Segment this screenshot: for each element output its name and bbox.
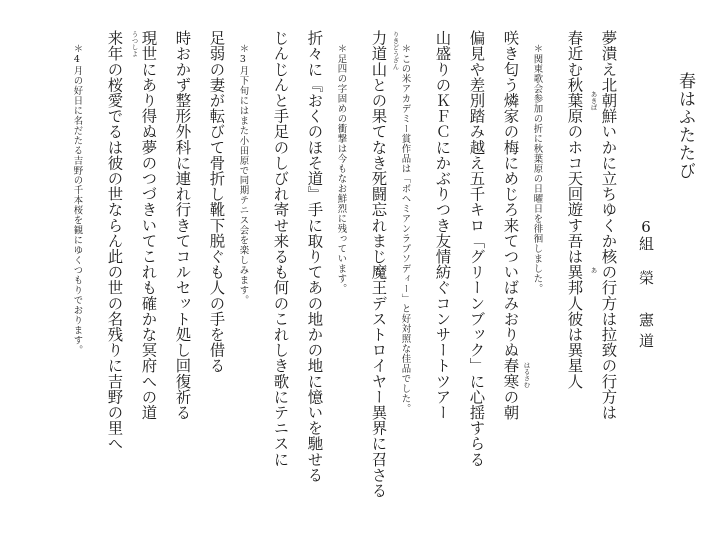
page-title: 春はふたたび <box>675 72 695 180</box>
ruby-rikidouzan: りきどうざん <box>391 31 400 70</box>
poem-note: ＊関東歌会参加の折に秋葉原の日曜日を徘徊しました。 <box>531 44 543 294</box>
class-label: 6組 <box>637 218 655 251</box>
poem-note: ＊この米アカデミー賞作品は「ボヘミアンラプソディー」と好対照な佳品でした。 <box>399 44 411 414</box>
poem-line: 時おかず整形外科に連れ行きてコルセット処し回復祈る <box>173 30 192 420</box>
poem-line: 春近む秋葉原のホコ天回遊す吾は異邦人彼は異星人 <box>565 30 584 389</box>
poem-note: ＊3月下旬にはまた小田原で同期テニス会を楽しみます。 <box>237 44 249 306</box>
poem-line: 山盛りのＫＦＣにかぶりつき友情紡ぐコンサートツアー <box>433 30 452 420</box>
ruby-harusamu: はるさむ <box>522 362 531 388</box>
poem-line: 偏見や差別踏み越え五千キロ「グリーンブック」に心揺すらる <box>467 30 486 467</box>
ruby-utsushiyo: うつしよ <box>130 31 139 57</box>
poem-line: 咲き匂う燐家の梅にめじろ来てついばみおりぬ春寒の朝 <box>501 30 520 420</box>
poem-note: ＊4月の好日に名だたる吉野の千本桜を観にゆくつもりでおります。 <box>71 44 83 356</box>
poem-line: じんじんと手足のしびれ寄せ来るも何のこれしき歌にテニスに <box>271 30 290 467</box>
ruby-a: あ <box>589 267 598 274</box>
author-name: 榮 憲道 <box>637 270 655 354</box>
poem-line: 折々に『おくのほそ道』手に取りてあの地かの地に憶いを馳せる <box>305 30 324 483</box>
poem-line: 現世にあり得ぬ夢のつづきいてこれも確かな冥府への道 <box>139 30 158 420</box>
ruby-akiba: あきば <box>589 91 598 111</box>
poem-line: 来年の桜愛でるは彼の世ならん此の世の名残りに吉野の里へ <box>105 30 124 452</box>
poem-note: ＊足四の字固めの衝撃は今もなお鮮烈に残っています。 <box>335 44 347 294</box>
poem-line: 足弱の妻が転びて骨折し靴下脱ぐも人の手を借る <box>207 30 226 374</box>
poem-line: 力道山との果てなき死闘忘れまじ魔王デストロイヤー異界に召さる <box>369 30 388 498</box>
poem-line: 夢潰え北朝鮮いかに立ちゆくか核の行方は拉致の行方は <box>599 30 618 420</box>
